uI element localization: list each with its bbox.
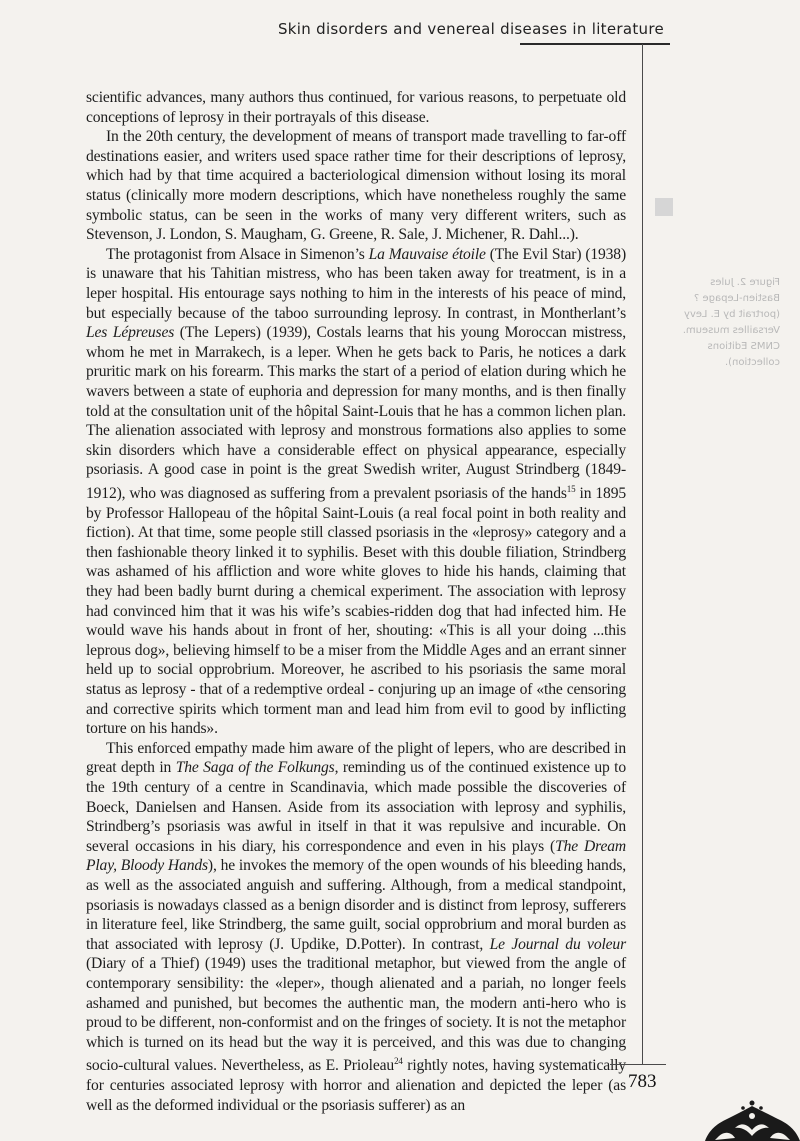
- caption-line: Bastien-Lepage ?: [693, 293, 780, 304]
- paragraph: [86, 88, 626, 127]
- italic-title: The Dream Play, Bloody Hands: [86, 837, 627, 875]
- running-title: Skin disorders and venereal diseases in literature: [277, 20, 664, 38]
- text-run: The protagonist from Alsace in Simenon’s: [106, 245, 369, 263]
- text-run: rightly notes, having systematically for centuries associated leprosy with horror and alienation and depicted the leper (as well as the deformed individual or the psoriasis sufferer) as an: [86, 1057, 626, 1114]
- text-run: (Diary of a Thief) (1949) uses the traditional metaphor, but viewed from the angle of contemporary sensibility: the «leper», though alienated and a pariah, no longer feels ashamed and punished, but becomes the authentic man, the modern anti-hero who is proud to be different, non-conformist and on the fringes of society. It is not the metaphor which is turned on its head but the way it is perceived, and this was due to changing socio-cultural values. Nevertheless, as E. Prioleau: [86, 955, 626, 1075]
- show-through-text: [644, 90, 800, 260]
- text-run: in 1895 by Professor Hallopeau of the hôpital Saint-Louis (a real focal point in both reality and fiction). At that time, some people still classed psoriasis in the «leprosy» category and a then fashionable theory linked it to syphilis. Beset with this double filiation, Strindberg was ashamed of his affliction and wore white gloves to hide his hands, claiming that they had been badly burnt during a chemical experiment. The association with leprosy had convinced him that it was his wife’s scabies-ridden dog that had infected him. He would wave his hands about in front of her, shouting: «This is all your doing ...this leprous dog», believing himself to be a miser from the Middle Ages and an errant sinner held up to social opprobrium. Moreover, he ascribed to his psoriasis the same moral status as leprosy - that of a redemptive ordeal - conjuring up an image of «the censoring and corrective spirits which torment man and lead him from evil to good by inflicting torture on his hands».: [86, 485, 626, 738]
- text-run: scientific advances, many authors thus continued, for various reasons, to perpetuate old conceptions of leprosy in their portrayals of this disease.: [86, 89, 626, 126]
- margin-rule: [642, 44, 643, 1064]
- text-run: In the 20th century, the development of means of transport made travelling to far-off destinations easier, and writers used space rather time for their descriptions of leprosy, which had by that time acquired a bacteriological dimension without losing its moral status (clinically more modern descriptions, which have nonetheless roughly the same symbolic status, can be seen in the works of many very different writers, such as Stevenson, J. London, S. Maugham, G. Greene, R. Sale, J. Michener, R. Dahl...).: [86, 128, 626, 244]
- italic-title: La Mauvaise étoile: [368, 245, 486, 263]
- caption-line: collection).: [724, 357, 780, 368]
- text-run: (The Lepers) (1939), Costals learns that his young Moroccan mistress, whom he met in Marrakech, is a leper. When he gets back to Paris, he notices a dark pruritic mark on his forearm. This marks the start of a period of elation during which he wavers between a state of euphoria and depression for many months, and is then finally told at the consultation unit of the hôpital Saint-Louis that he has a common lichen plan. The alienation associated with leprosy and monstrous formations also applies to some skin disorders which have a considerable effect on physical appearance, especially psoriasis. A good case in point is the great Swedish writer, August Strindberg (1849-1912), who was diagnosed as suffering from a prevalent psoriasis of the hands: [86, 324, 626, 503]
- paragraph: [86, 245, 626, 739]
- footer-rule: [610, 1064, 666, 1065]
- caption-line: Figure 2. Jules: [710, 277, 780, 288]
- fleuron-icon: [705, 1100, 800, 1141]
- italic-title: Le Journal du voleur: [489, 935, 626, 953]
- footnote-ref: 15: [566, 483, 576, 494]
- paragraph: [86, 739, 626, 1115]
- italic-title: Les Lépreuses: [86, 324, 175, 342]
- text-run: This enforced empathy made him aware of the plight of lepers, who are described in great depth in: [86, 739, 626, 777]
- page-number: 783: [628, 1071, 657, 1092]
- text-run: (The Evil Star) (1938) is unaware that his Tahitian mistress, who has been taken away for treatment, is in a leper hospital. His entourage says nothing to him in the interests of his peace of mind, but especially because of the taboo surrounding leprosy. In contrast, in Montherlant’s: [86, 245, 626, 322]
- footnote-ref: 24: [394, 1056, 403, 1067]
- paragraph: [86, 127, 626, 245]
- header-rule: [520, 43, 670, 45]
- caption-line: Versailles museum.: [682, 325, 780, 336]
- text-run: , reminding us of the continued existence up to the 19th century of a centre in Scandinavia, which made possible the discoveries of Boeck, Danielsen and Hansen. Aside from its association with leprosy and syphilis, Strindberg’s psoriasis was awful in itself in that it was repulsive and incurable. On several occasions in his diary, his correspondence and even in his plays (: [86, 759, 627, 855]
- caption-line: CNMS Editions: [707, 341, 780, 352]
- article-body: [86, 88, 626, 1115]
- figure-caption-show-through: [660, 275, 780, 371]
- show-through-mark: [655, 198, 673, 216]
- text-run: ), he invokes the memory of the open wounds of his bleeding hands, as well as the associated anguish and suffering. Although, from a medical standpoint, psoriasis is nowadays classed as a benign disorder and is distinct from leprosy, sufferers in literature feel, like Strindberg, the same guilt, social opprobrium and moral burden as that associated with leprosy (J. Updike, D.Potter). In contrast,: [86, 857, 627, 953]
- caption-line: (portrait by E. Levy: [683, 309, 780, 320]
- italic-title: The Saga of the Folkungs: [175, 759, 335, 777]
